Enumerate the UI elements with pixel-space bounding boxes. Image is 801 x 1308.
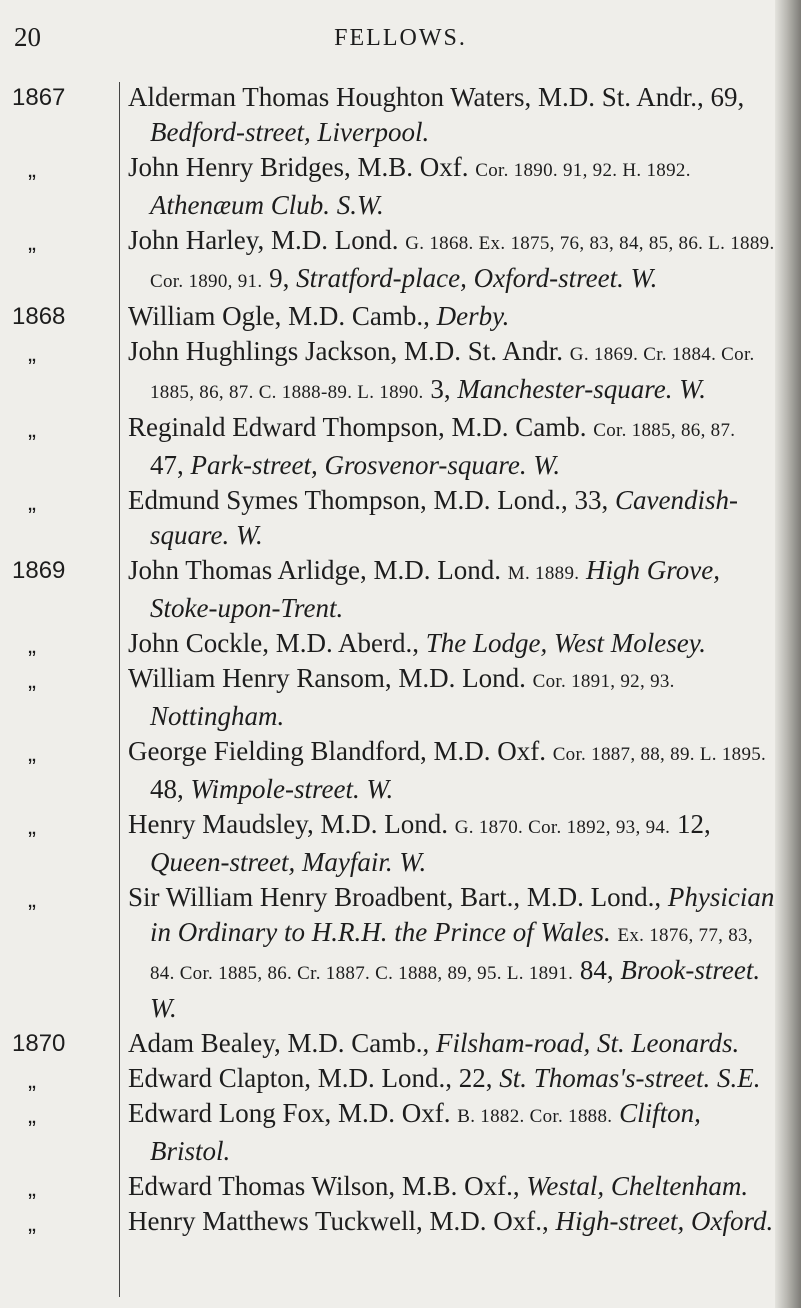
year-label: 1868 [12, 303, 66, 330]
entry-text [128, 483, 775, 553]
fellow-name: Sir William Henry Broadbent, Bart., M.D. Lond., [128, 882, 662, 912]
address: Nottingham. [150, 701, 285, 731]
address-number: 47, [150, 450, 184, 480]
fellow-entry [0, 807, 801, 880]
entry-text [128, 223, 775, 299]
fellow-name: Edward Thomas Wilson, M.B. Oxf., [128, 1171, 520, 1201]
address-number: 22, [458, 1063, 493, 1093]
address-number: 84, [579, 955, 614, 985]
entry-text [128, 553, 775, 626]
entry-text [128, 1026, 775, 1061]
address: Bedford-street, Liverpool. [150, 117, 430, 147]
fellow-entry [0, 80, 801, 150]
address: High Grove, Stoke-upon-Trent. [150, 555, 721, 623]
address-number: 3, [430, 374, 451, 404]
offices-held: Cor. 1887, 88, 89. L. 1895. [552, 744, 767, 765]
fellow-entry [0, 483, 801, 553]
fellow-entry [0, 150, 801, 223]
address-number: 9, [269, 263, 290, 293]
offices-held: Cor. 1890. 91, 92. H. 1892. [475, 160, 691, 181]
address: Manchester-square. W. [457, 374, 706, 404]
ditto-mark: „ [28, 632, 36, 659]
fellow-entry [0, 334, 801, 410]
offices-held: G. 1868. Ex. 1875, 76, 83, 84, 85, 86. L. 1889. Cor. 1890, 91. [150, 233, 775, 292]
address-number: 69, [710, 82, 745, 112]
fellow-name: Alderman Thomas Houghton Waters, M.D. St. Andr., [128, 82, 704, 112]
fellow-name: Adam Bealey, M.D. Camb., [128, 1028, 430, 1058]
ditto-mark: „ [28, 156, 36, 183]
address: Wimpole-street. W. [190, 774, 394, 804]
entry-text [128, 334, 775, 410]
offices-held: G. 1869. Cr. 1884. Cor. 1885, 86, 87. C. 1888-89. L. 1890. [150, 344, 755, 403]
address: Park-street, Grosvenor-square. W. [190, 450, 561, 480]
ditto-mark: „ [28, 489, 36, 516]
page-header [0, 22, 801, 58]
ditto-mark: „ [28, 340, 36, 367]
entry-text [128, 1061, 775, 1096]
fellow-entry [0, 1061, 801, 1096]
entry-text [128, 880, 775, 1026]
entry-text [128, 1169, 775, 1204]
offices-held: M. 1889. [507, 563, 580, 584]
offices-held: Cor. 1891, 92, 93. [532, 671, 675, 692]
fellow-entry [0, 626, 801, 661]
fellow-name: Edward Long Fox, M.D. Oxf. [128, 1098, 451, 1128]
address: Athenæum Club. S.W. [150, 190, 384, 220]
entry-text [128, 734, 775, 807]
fellow-name: John Thomas Arlidge, M.D. Lond. [128, 555, 501, 585]
fellow-name: Edward Clapton, M.D. Lond., [128, 1063, 452, 1093]
fellow-name: Henry Matthews Tuckwell, M.D. Oxf., [128, 1206, 549, 1236]
fellow-entry [0, 1026, 801, 1061]
ditto-mark: „ [28, 886, 36, 913]
address: Filsham-road, St. Leonards. [435, 1028, 740, 1058]
year-label: 1869 [12, 557, 66, 584]
entry-text [128, 807, 775, 880]
address: Cavendish-square. W. [150, 485, 738, 550]
address: St. Thomas's-street. S.E. [499, 1063, 761, 1093]
offices-held: Cor. 1885, 86, 87. [593, 420, 736, 441]
address: Westal, Cheltenham. [526, 1171, 749, 1201]
entry-text [128, 661, 775, 734]
fellow-entry [0, 1169, 801, 1204]
fellow-entry [0, 1204, 801, 1239]
fellow-name: John Harley, M.D. Lond. [128, 225, 399, 255]
fellow-entry [0, 880, 801, 1026]
fellows-list [0, 80, 801, 1239]
address: Clifton, Bristol. [150, 1098, 701, 1166]
fellow-name: Edmund Symes Thompson, M.D. Lond., [128, 485, 568, 515]
entry-text [128, 80, 775, 150]
ditto-mark: „ [28, 1067, 36, 1094]
fellow-entry [0, 553, 801, 626]
fellow-name: John Cockle, M.D. Aberd., [128, 628, 419, 658]
entry-text [128, 299, 775, 334]
ditto-mark: „ [28, 740, 36, 767]
fellow-name: William Ogle, M.D. Camb., [128, 301, 430, 331]
ditto-mark: „ [28, 416, 36, 443]
address: High-street, Oxford. [555, 1206, 774, 1236]
appointment: Physician in Ordinary to H.R.H. the Prince of Wales. [150, 882, 775, 947]
fellow-name: Reginald Edward Thompson, M.D. Camb. [128, 412, 587, 442]
ditto-mark: „ [28, 1210, 36, 1237]
ditto-mark: „ [28, 1175, 36, 1202]
fellow-name: John Henry Bridges, M.B. Oxf. [128, 152, 469, 182]
entry-text [128, 1204, 775, 1239]
entry-text [128, 626, 775, 661]
ditto-mark: „ [28, 229, 36, 256]
ditto-mark: „ [28, 667, 36, 694]
fellow-entry [0, 661, 801, 734]
offices-held: G. 1870. Cor. 1892, 93, 94. [454, 817, 671, 838]
address: Queen-street, Mayfair. W. [150, 847, 427, 877]
offices-held: Ex. 1876, 77, 83, 84. Cor. 1885, 86. Cr. 1887. C. 1888, 89, 95. L. 1891. [150, 925, 753, 984]
page-number: 20 [14, 22, 41, 52]
fellow-entry [0, 734, 801, 807]
address: The Lodge, West Molesey. [425, 628, 706, 658]
entry-text [128, 410, 775, 483]
running-title: FELLOWS. [334, 25, 467, 51]
fellow-name: John Hughlings Jackson, M.D. St. Andr. [128, 336, 564, 366]
fellow-name: William Henry Ransom, M.D. Lond. [128, 663, 526, 693]
fellow-entry [0, 1096, 801, 1169]
ditto-mark: „ [28, 813, 36, 840]
fellow-entry [0, 299, 801, 334]
fellow-name: Henry Maudsley, M.D. Lond. [128, 809, 448, 839]
entry-text [128, 150, 775, 223]
year-label: 1867 [12, 84, 66, 111]
address-number: 33, [574, 485, 609, 515]
address: Derby. [436, 301, 510, 331]
fellow-entry [0, 223, 801, 299]
address-number: 12, [676, 809, 711, 839]
offices-held: B. 1882. Cor. 1888. [457, 1106, 613, 1127]
fellow-name: George Fielding Blandford, M.D. Oxf. [128, 736, 546, 766]
ditto-mark: „ [28, 1102, 36, 1129]
year-label: 1870 [12, 1030, 66, 1057]
entry-text [128, 1096, 775, 1169]
address: Brook-street. W. [150, 955, 761, 1023]
fellow-entry [0, 410, 801, 483]
address: Stratford-place, Oxford-street. W. [296, 263, 658, 293]
address-number: 48, [150, 774, 184, 804]
